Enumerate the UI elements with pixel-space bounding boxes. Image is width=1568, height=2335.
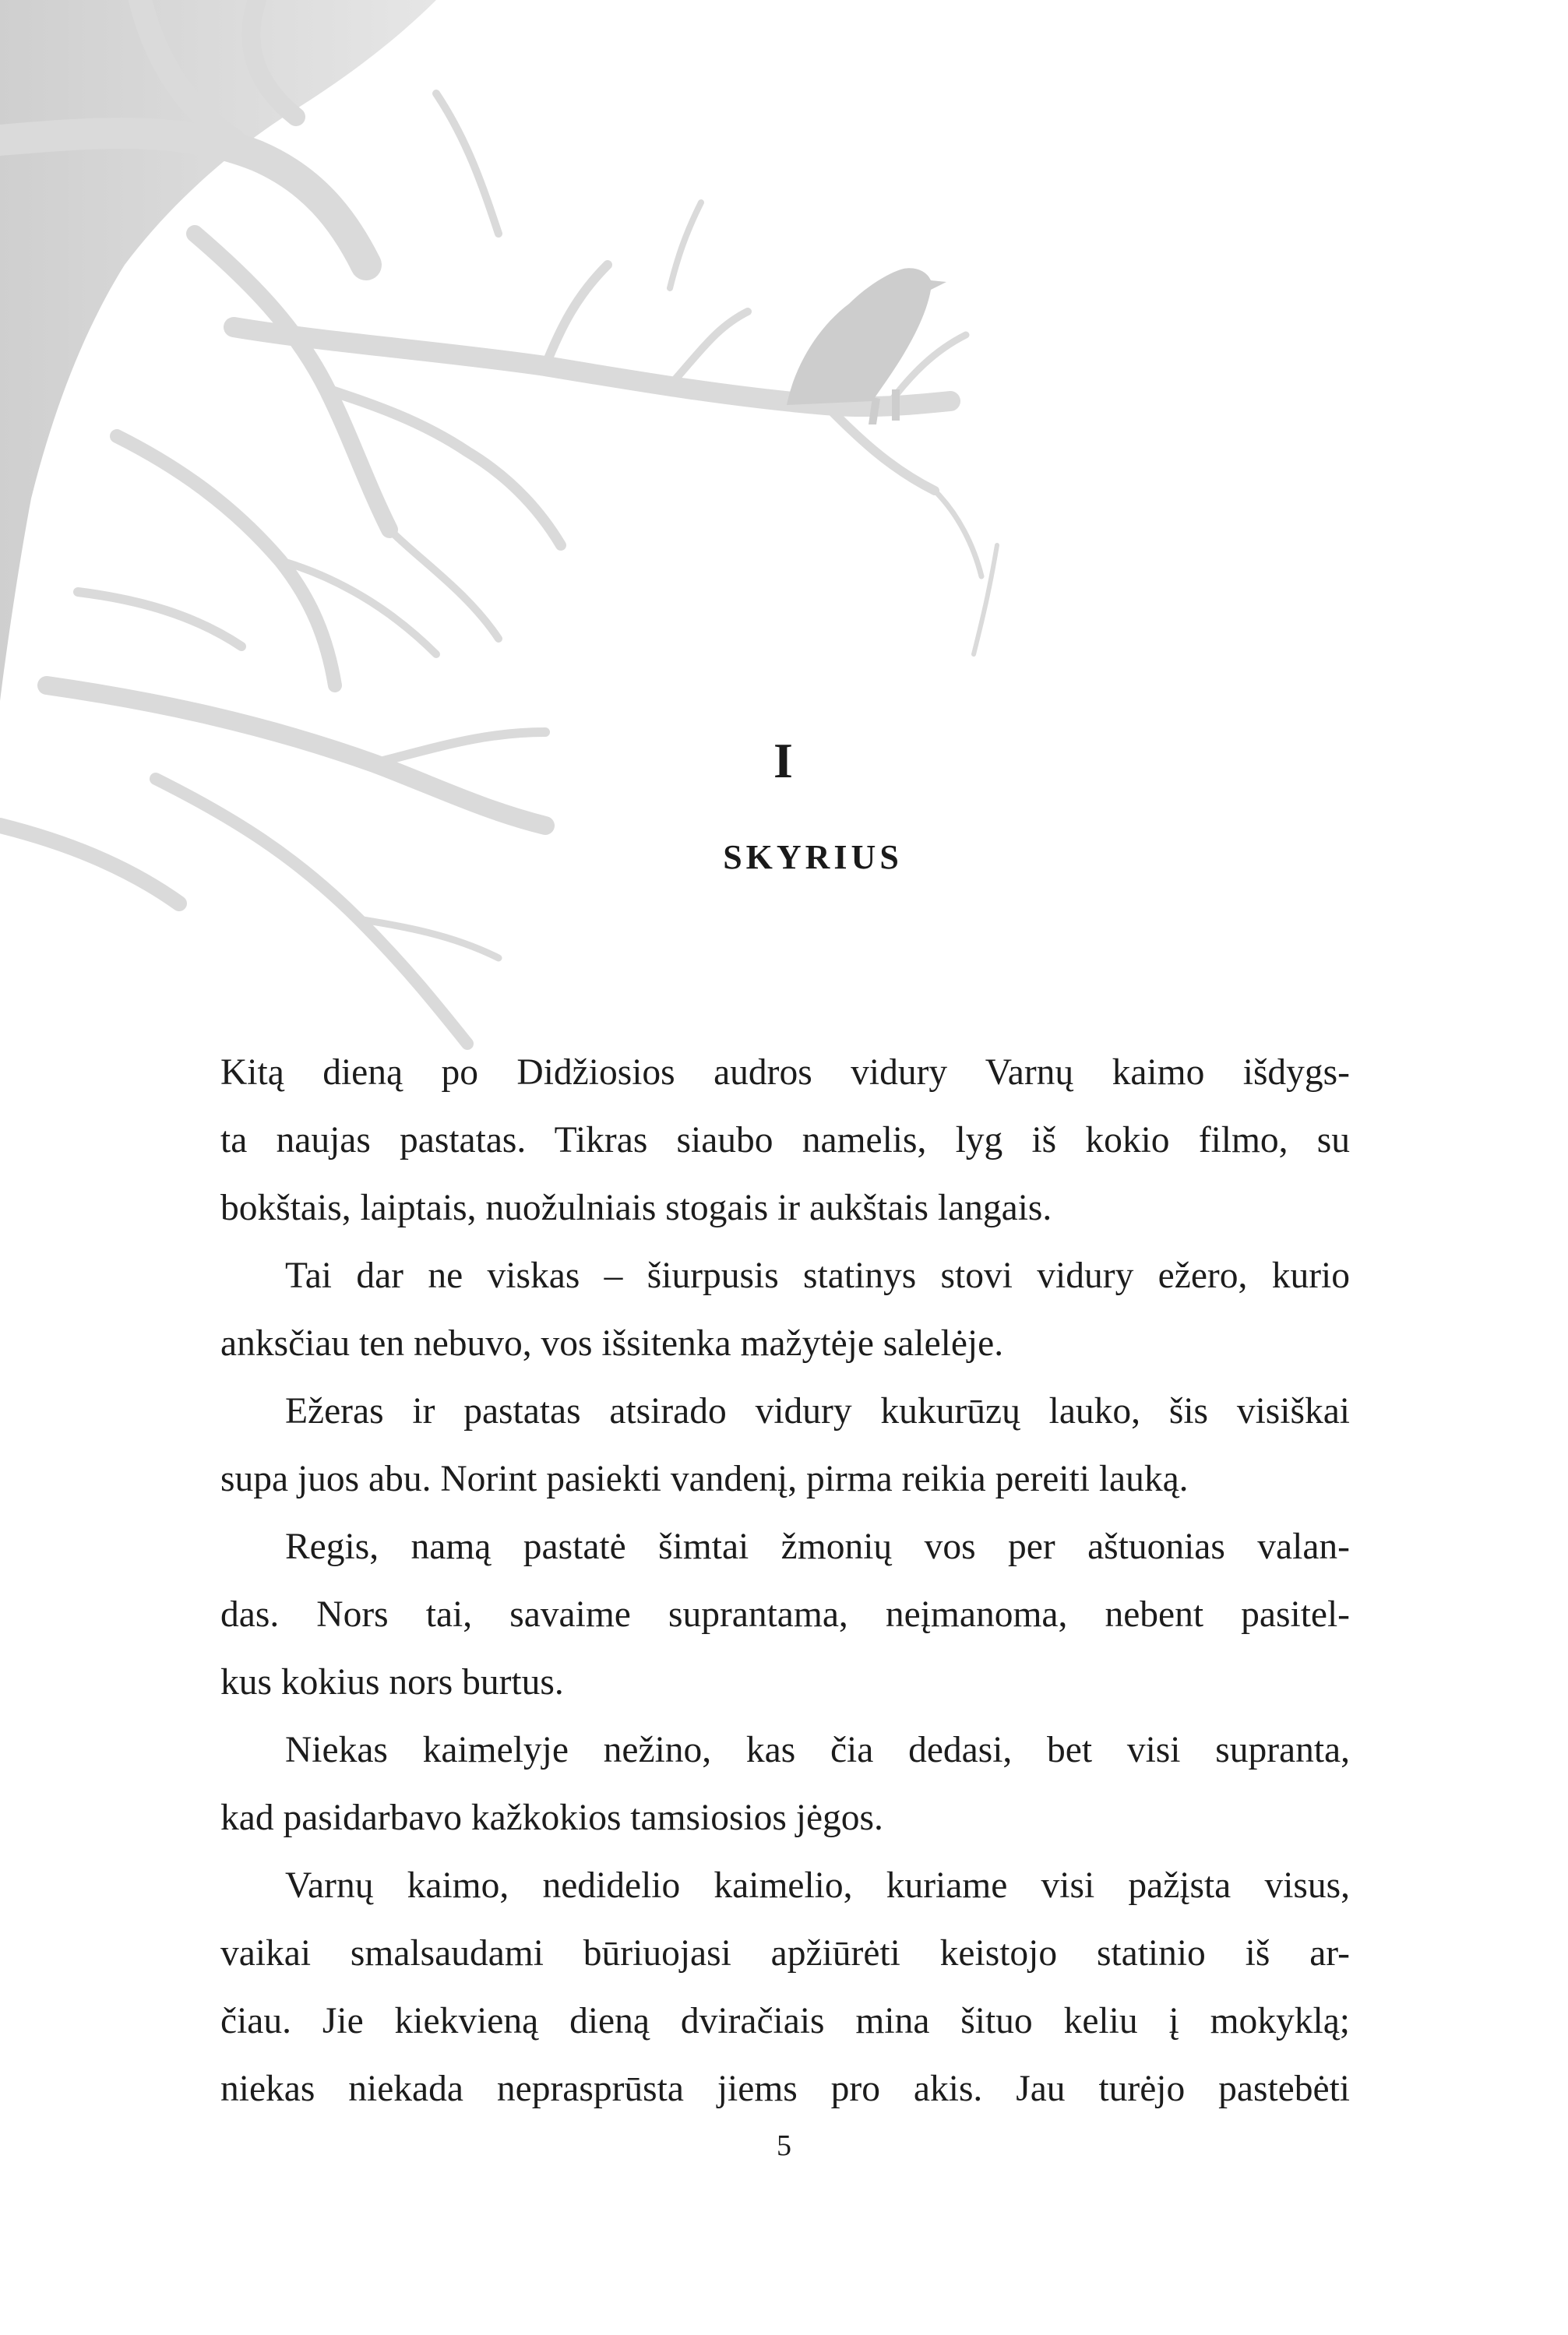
text-line: vaikai smalsaudami būriuojasi apžiūrėti keistojo statinio iš ar- — [220, 1933, 1350, 1974]
text-line: Tai dar ne viskas – šiurpusis statinys stovi vidury ežero, kurio — [285, 1256, 1350, 1296]
text-line: anksčiau ten nebuvo, vos išsitenka mažytėje salelėje. — [220, 1323, 1004, 1364]
text-line: ta naujas pastatas. Tikras siaubo namelis, lyg iš kokio filmo, su — [220, 1120, 1350, 1160]
text-line: Kitą dieną po Didžiosios audros vidury Varnų kaimo išdygs- — [220, 1052, 1350, 1093]
text-line: Varnų kaimo, nedidelio kaimelio, kuriame visi pažįsta visus, — [285, 1865, 1350, 1906]
text-line: das. Nors tai, savaime suprantama, neįmanoma, nebent pasitel- — [220, 1594, 1350, 1635]
chapter-label-text: SKYRIUS — [723, 838, 903, 876]
page-number: 5 — [777, 2129, 791, 2162]
chapter-label — [0, 837, 1568, 877]
text-line: niekas niekada neprasprūsta jiems pro akis. Jau turėjo pastebėti — [220, 2069, 1350, 2109]
text-line: Ežeras ir pastatas atsirado vidury kukurūzų lauko, šis visiškai — [285, 1391, 1350, 1432]
tree-branches-with-raven-icon — [0, 0, 1028, 1090]
text-line: kus kokius nors burtus. — [220, 1662, 564, 1703]
text-line: Niekas kaimelyje nežino, kas čia dedasi, bet visi supranta, — [285, 1730, 1350, 1770]
chapter-body — [220, 1039, 1350, 2123]
text-line: čiau. Jie kiekvieną dieną dviračiais mina šituo keliu į mokyklą; — [220, 2001, 1350, 2041]
text-line: supa juos abu. Norint pasiekti vandenį, pirma reikia pereiti lauką. — [220, 1459, 1189, 1499]
chapter-number: I — [773, 733, 795, 788]
text-line: kad pasidarbavo kažkokios tamsiosios jėgos. — [220, 1798, 883, 1838]
text-line: bokštais, laiptais, nuožulniais stogais ir aukštais langais. — [220, 1188, 1052, 1228]
text-line: Regis, namą pastatė šimtai žmonių vos per aštuonias valan- — [285, 1527, 1350, 1567]
